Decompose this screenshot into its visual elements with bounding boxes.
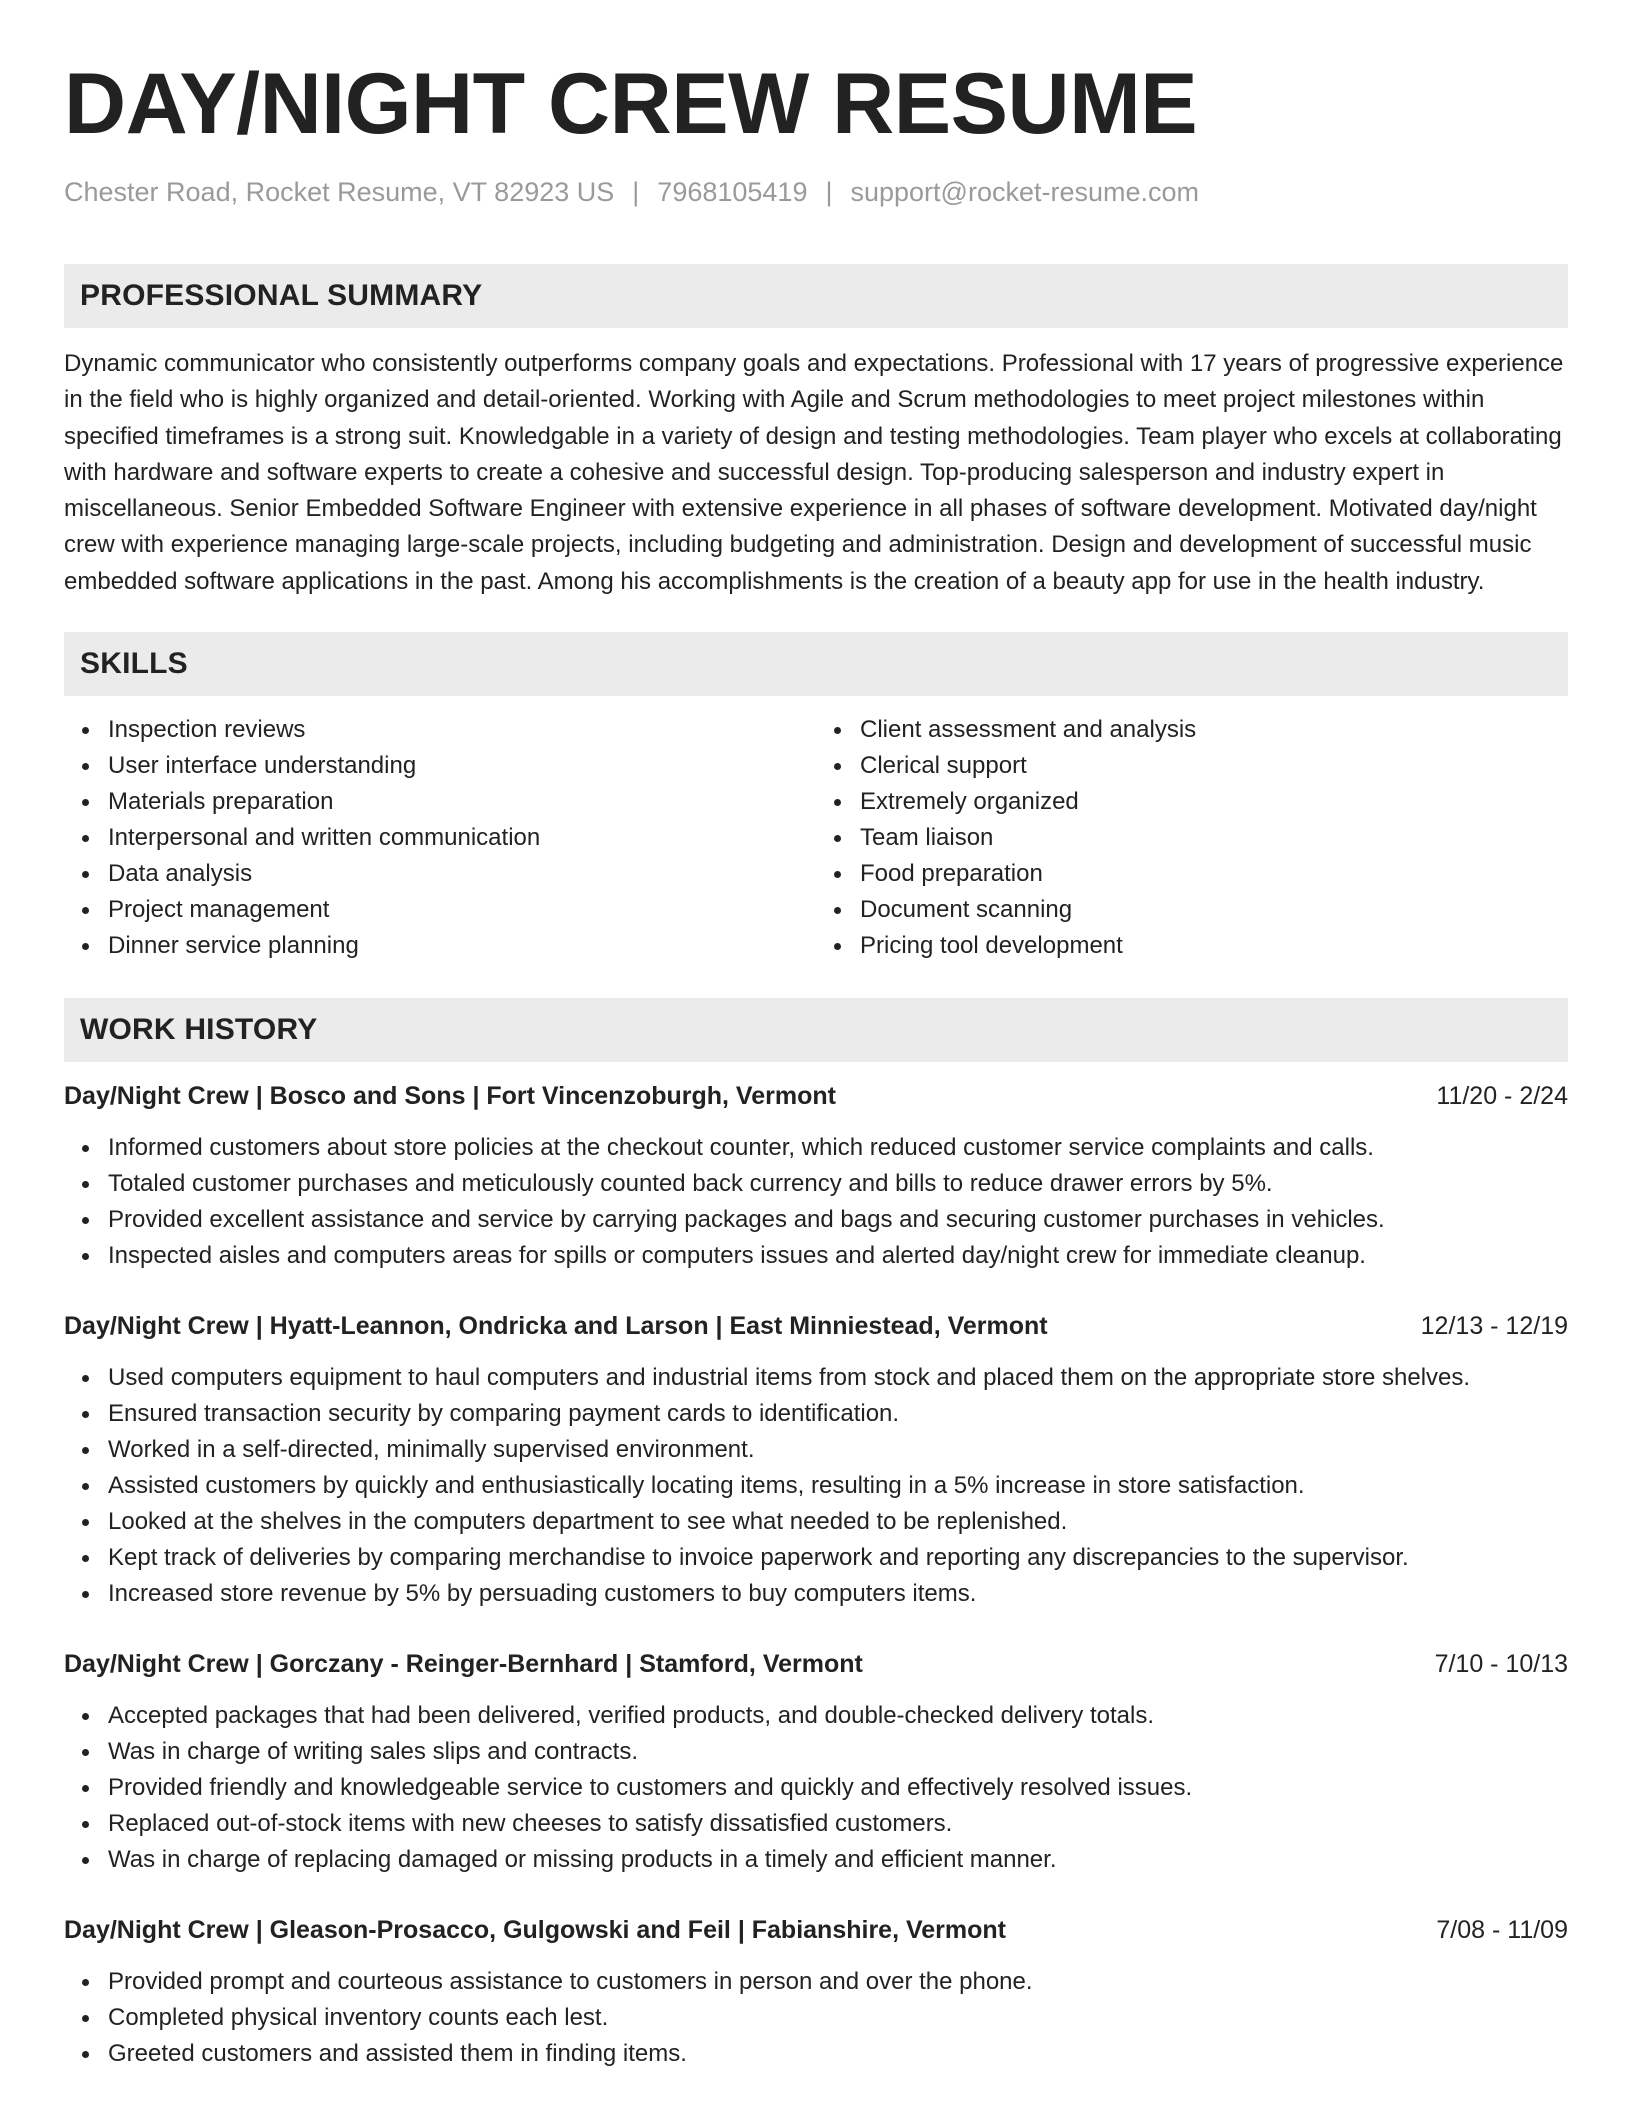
job-bullet: Ensured transaction security by comparing payment cards to identification. — [108, 1396, 1568, 1432]
contact-separator: | — [825, 177, 833, 207]
summary-paragraph: Dynamic communicator who consistently outperforms company goals and expectations. Professional with 17 years of progressive experience in the field who is highly organized and detail-oriented. Working with Agile and Scrum methodologies to meet project milestones within specified timeframes is a strong suit. Knowledgable in a variety of design and testing methodologies. Team player who excels at collaborating with hardware and software experts to create a cohesive and successful design. Top-producing salesperson and industry expert in miscellaneous. Senior Embedded Software Engineer with extensive experience in all phases of software development. Motivated day/night crew with experience managing large-scale projects, including budgeting and administration. Design and development of successful music embedded software applications in the past. Among his accomplishments is the creation of a beauty app for use in the health industry. — [64, 350, 1564, 595]
job-dates: 11/20 - 2/24 — [1436, 1082, 1568, 1111]
skill-item: Client assessment and analysis — [860, 712, 1568, 748]
skill-item: Dinner service planning — [108, 928, 816, 964]
job-header — [64, 1646, 1568, 1682]
job-entry — [64, 1912, 1568, 2072]
job-dates: 7/10 - 10/13 — [1434, 1650, 1568, 1679]
job-bullet: Greeted customers and assisted them in finding items. — [108, 2036, 1568, 2072]
job-bullet: Worked in a self-directed, minimally supervised environment. — [108, 1432, 1568, 1468]
job-header — [64, 1912, 1568, 1948]
section-header-summary: PROFESSIONAL SUMMARY — [64, 264, 1568, 328]
job-bullet: Provided prompt and courteous assistance to customers in person and over the phone. — [108, 1964, 1568, 2000]
section-header-work-history: WORK HISTORY — [64, 998, 1568, 1062]
job-bullets — [64, 1698, 1568, 1878]
job-bullet: Assisted customers by quickly and enthusiastically locating items, resulting in a 5% increase in store satisfaction. — [108, 1468, 1568, 1504]
contact-email: support@rocket-resume.com — [850, 177, 1200, 207]
job-bullet: Looked at the shelves in the computers department to see what needed to be replenished. — [108, 1504, 1568, 1540]
job-title: Day/Night Crew | Gleason-Prosacco, Gulgowski and Feil | Fabianshire, Vermont — [64, 1916, 1006, 1945]
contact-line — [64, 174, 1568, 210]
job-header — [64, 1308, 1568, 1344]
contact-address: Chester Road, Rocket Resume, VT 82923 US — [64, 177, 615, 207]
job-bullet: Replaced out-of-stock items with new cheeses to satisfy dissatisfied customers. — [108, 1806, 1568, 1842]
job-title: Day/Night Crew | Bosco and Sons | Fort Vincenzoburgh, Vermont — [64, 1082, 836, 1111]
job-header — [64, 1078, 1568, 1114]
resume-title: DAY/NIGHT CREW RESUME — [64, 56, 1198, 152]
skill-item: User interface understanding — [108, 748, 816, 784]
job-bullet: Completed physical inventory counts each lest. — [108, 2000, 1568, 2036]
contact-separator: | — [632, 177, 640, 207]
skill-item: Materials preparation — [108, 784, 816, 820]
skill-item: Clerical support — [860, 748, 1568, 784]
contact-phone: 7968105419 — [657, 177, 808, 207]
skill-item: Extremely organized — [860, 784, 1568, 820]
job-bullet: Provided friendly and knowledgeable service to customers and quickly and effectively resolved issues. — [108, 1770, 1568, 1806]
job-bullet: Accepted packages that had been delivered, verified products, and double-checked delivery totals. — [108, 1698, 1568, 1734]
job-bullet: Increased store revenue by 5% by persuading customers to buy computers items. — [108, 1576, 1568, 1612]
skill-item: Interpersonal and written communication — [108, 820, 816, 856]
skill-item: Data analysis — [108, 856, 816, 892]
section-header-skills: SKILLS — [64, 632, 1568, 696]
skill-item: Inspection reviews — [108, 712, 816, 748]
skill-item: Team liaison — [860, 820, 1568, 856]
skill-item: Pricing tool development — [860, 928, 1568, 964]
job-bullet: Totaled customer purchases and meticulously counted back currency and bills to reduce drawer errors by 5%. — [108, 1166, 1568, 1202]
job-bullet: Kept track of deliveries by comparing merchandise to invoice paperwork and reporting any discrepancies to the supervisor. — [108, 1540, 1568, 1576]
job-bullet: Used computers equipment to haul computers and industrial items from stock and placed them on the appropriate store shelves. — [108, 1360, 1568, 1396]
job-bullets — [64, 1130, 1568, 1274]
job-entry — [64, 1308, 1568, 1612]
job-title: Day/Night Crew | Hyatt-Leannon, Ondricka and Larson | East Minniestead, Vermont — [64, 1312, 1048, 1341]
job-dates: 7/08 - 11/09 — [1436, 1916, 1568, 1945]
skill-item: Project management — [108, 892, 816, 928]
skill-item: Document scanning — [860, 892, 1568, 928]
skills-grid — [64, 712, 1568, 964]
job-entry — [64, 1646, 1568, 1878]
skills-list-left — [64, 712, 816, 964]
job-bullet: Was in charge of replacing damaged or missing products in a timely and efficient manner. — [108, 1842, 1568, 1878]
job-entry — [64, 1078, 1568, 1274]
skills-list-right — [816, 712, 1568, 964]
job-bullet: Inspected aisles and computers areas for spills or computers issues and alerted day/night crew for immediate cleanup. — [108, 1238, 1568, 1274]
job-bullets — [64, 1360, 1568, 1612]
job-title: Day/Night Crew | Gorczany - Reinger-Bernhard | Stamford, Vermont — [64, 1650, 863, 1679]
job-bullet: Informed customers about store policies at the checkout counter, which reduced customer service complaints and calls. — [108, 1130, 1568, 1166]
job-bullet: Provided excellent assistance and service by carrying packages and bags and securing customer purchases in vehicles. — [108, 1202, 1568, 1238]
job-dates: 12/13 - 12/19 — [1420, 1312, 1568, 1341]
job-bullet: Was in charge of writing sales slips and contracts. — [108, 1734, 1568, 1770]
skill-item: Food preparation — [860, 856, 1568, 892]
job-bullets — [64, 1964, 1568, 2072]
